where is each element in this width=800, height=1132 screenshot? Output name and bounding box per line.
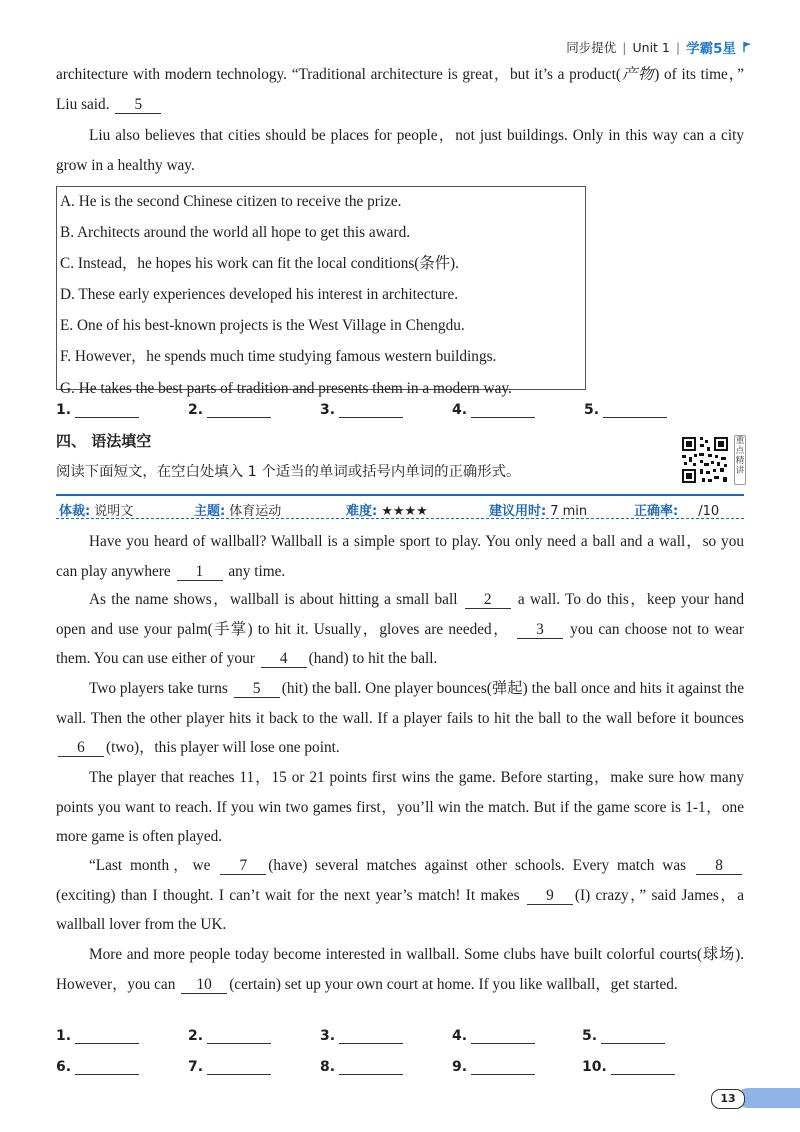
passage-text: (hand) to hit the ball.	[308, 650, 438, 667]
passage-text: (have) several matches against other schools. Every match was	[268, 857, 687, 874]
answer-slot[interactable]	[188, 1059, 271, 1075]
answer-number: 6.	[56, 1059, 72, 1075]
answer-number: 4.	[452, 1028, 468, 1044]
answer-number: 3.	[320, 402, 336, 418]
header-separator: |	[675, 39, 681, 55]
time-value: 7 min	[550, 504, 588, 519]
gap-blank-10[interactable]: 10	[181, 976, 227, 994]
answer-slot[interactable]	[582, 1028, 665, 1044]
answer-line[interactable]	[207, 402, 271, 418]
answer-number: 2.	[188, 1028, 204, 1044]
answer-row	[56, 402, 756, 428]
genre-value: 说明文	[94, 504, 134, 519]
brand-flag-icon	[742, 41, 752, 53]
answer-slot[interactable]	[584, 402, 667, 418]
qr-side-label: 重点精讲	[734, 435, 746, 485]
answer-line[interactable]	[339, 1059, 403, 1075]
answer-line[interactable]	[611, 1059, 675, 1075]
option-item: A. He is the second Chinese citizen to receive the prize.	[60, 193, 402, 210]
answer-slot[interactable]	[320, 1028, 403, 1044]
answer-number: 5.	[584, 402, 600, 418]
section-instruction: 阅读下面短文，在空白处填入 1 个适当的单词或括号内单词的正确形式。	[56, 464, 521, 480]
brand-logo-text: 学霸5星	[686, 41, 736, 57]
answer-line[interactable]	[471, 1028, 535, 1044]
passage-paragraph-6	[56, 940, 744, 999]
time-label: 建议用时:	[489, 504, 547, 519]
reading-paragraph: Liu also believes that cities should be places for people，not just buildings. Only in this way can a city grow in a healthy way.	[56, 127, 744, 174]
qr-code-icon[interactable]	[680, 435, 730, 485]
gap-blank-3[interactable]: 3	[517, 621, 563, 639]
answer-line[interactable]	[603, 402, 667, 418]
options-box	[56, 186, 586, 397]
answer-slot[interactable]	[452, 402, 535, 418]
reading-text: architecture with modern technology. “Traditional architecture is great，but it’s a product(	[56, 66, 621, 83]
page-header	[566, 36, 752, 58]
passage-text: (hit) the ball. One player bounces(弹起) the ball once and hits it against the wall. Then the other player hits it back to the wall. If a player fails to hit the ball to the wall before it bounces	[56, 680, 744, 727]
reading-gloss: 产物	[620, 66, 655, 83]
passage-paragraph-5	[56, 851, 744, 940]
answer-line[interactable]	[207, 1059, 271, 1075]
section-title: 四、 语法填空	[56, 432, 152, 450]
passage-text: a wall. To do this，keep your hand open and use your palm(手掌) to hit it. Usually，gloves are needed，	[56, 591, 745, 638]
answer-slot[interactable]	[56, 402, 139, 418]
answer-row	[56, 1059, 756, 1085]
gap-blank-8[interactable]: 8	[696, 857, 742, 875]
passage-text: any time.	[228, 562, 286, 580]
genre-label: 体裁:	[59, 504, 91, 519]
answer-number: 1.	[56, 402, 72, 418]
answer-line[interactable]	[75, 1028, 139, 1044]
difficulty-stars: ★★★★	[381, 504, 428, 519]
answer-slot[interactable]	[320, 1059, 403, 1075]
gap-blank-5[interactable]: 5	[234, 680, 280, 698]
answer-slot[interactable]	[188, 402, 271, 418]
gap-blank-2[interactable]: 2	[465, 591, 511, 609]
passage-text: (I) crazy，” said James，a wallball lover from the UK.	[56, 886, 745, 933]
answer-number: 9.	[452, 1059, 468, 1075]
answer-line[interactable]	[339, 402, 403, 418]
gap-blank-1[interactable]: 1	[177, 563, 223, 581]
topic-field	[194, 500, 281, 519]
passage-text: More and more people today become interested in wallball. Some clubs have built colorful courts(球场). However，you can	[56, 946, 744, 993]
answer-line[interactable]	[601, 1028, 665, 1044]
answer-slot[interactable]	[452, 1028, 535, 1044]
gap-blank-6[interactable]: 6	[58, 739, 104, 757]
info-bar	[56, 494, 744, 519]
option-item: C. Instead，he hopes his work can fit the local conditions(条件).	[60, 255, 459, 273]
answer-row	[56, 1028, 756, 1054]
topic-value: 体育运动	[229, 504, 282, 519]
reading-paragraph	[56, 60, 744, 119]
option-item: E. One of his best-known projects is the West Village in Chengdu.	[60, 317, 465, 335]
passage-paragraph-1	[56, 527, 744, 586]
answer-number: 4.	[452, 402, 468, 418]
answer-number: 3.	[320, 1028, 336, 1044]
answer-number: 10.	[582, 1059, 607, 1075]
passage-text: (certain) set up your own court at home. If you like wallball，get started.	[229, 975, 678, 993]
difficulty-field	[346, 500, 428, 519]
answer-line[interactable]	[471, 1059, 535, 1075]
option-item: F. However，he spends much time studying famous western buildings.	[60, 348, 497, 366]
option-item: D. These early experiences developed his interest in architecture.	[60, 286, 459, 304]
answer-number: 7.	[188, 1059, 204, 1075]
time-field	[489, 500, 587, 519]
gap-blank-9[interactable]: 9	[527, 887, 573, 905]
passage-text: you can choose not to wear them. You can use either of your	[56, 620, 744, 667]
answer-number: 1.	[56, 1028, 72, 1044]
answer-number: 2.	[188, 402, 204, 418]
accuracy-field	[634, 500, 719, 519]
answer-line[interactable]	[471, 402, 535, 418]
answer-slot[interactable]	[452, 1059, 535, 1075]
answer-slot[interactable]	[188, 1028, 271, 1044]
page-number: 13	[711, 1089, 745, 1109]
book-title: 同步提优	[566, 40, 617, 55]
answer-line[interactable]	[75, 1059, 139, 1075]
accuracy-label: 正确率:	[634, 504, 679, 519]
answer-slot[interactable]	[56, 1028, 139, 1044]
passage-text: As the name shows，wallball is about hitting a small ball	[89, 591, 458, 608]
answer-line[interactable]	[207, 1028, 271, 1044]
answer-slot[interactable]	[582, 1059, 675, 1075]
genre-field	[59, 500, 133, 519]
unit-label: Unit 1	[632, 39, 670, 55]
answer-slot[interactable]	[56, 1059, 139, 1075]
passage-paragraph-4: The player that reaches 11，15 or 21 points first wins the game. Before starting，make sure how many points you want to reach. If you win two games first，you’ll win the match. But if the game score is 1-1，one more game is often played.	[56, 769, 744, 845]
answer-line[interactable]	[339, 1028, 403, 1044]
passage-text: (exciting) than I thought. I can’t wait for the next year’s match! It makes	[56, 886, 520, 904]
reading-blank: 5	[115, 96, 161, 114]
option-item: B. Architects around the world all hope to get this award.	[60, 224, 411, 242]
topic-label: 主题:	[194, 504, 226, 519]
page-tab-decoration	[738, 1088, 800, 1108]
passage-text: “Last month，we	[89, 857, 211, 874]
accuracy-value: /10	[698, 504, 720, 519]
gap-blank-4[interactable]: 4	[261, 650, 307, 668]
option-item: G. He takes the best parts of tradition and presents them in a modern way.	[60, 379, 512, 397]
header-separator: |	[622, 39, 627, 55]
passage-paragraph-3	[56, 674, 744, 763]
answer-number: 5.	[582, 1028, 598, 1044]
passage-text: Have you heard of wallball? Wallball is a simple sport to play. You only need a ball and a wall，so you can play anywhere	[56, 533, 744, 580]
reading-text: ) of its time，” Liu said.	[56, 66, 744, 113]
answer-number: 8.	[320, 1059, 336, 1075]
gap-blank-7[interactable]: 7	[220, 857, 266, 875]
difficulty-label: 难度:	[346, 504, 378, 519]
passage-text: (two)，this player will lose one point.	[106, 739, 340, 756]
answer-line[interactable]	[75, 402, 139, 418]
passage-text: Two players take turns	[89, 680, 228, 697]
answer-slot[interactable]	[320, 402, 403, 418]
passage-paragraph-2	[56, 585, 744, 674]
